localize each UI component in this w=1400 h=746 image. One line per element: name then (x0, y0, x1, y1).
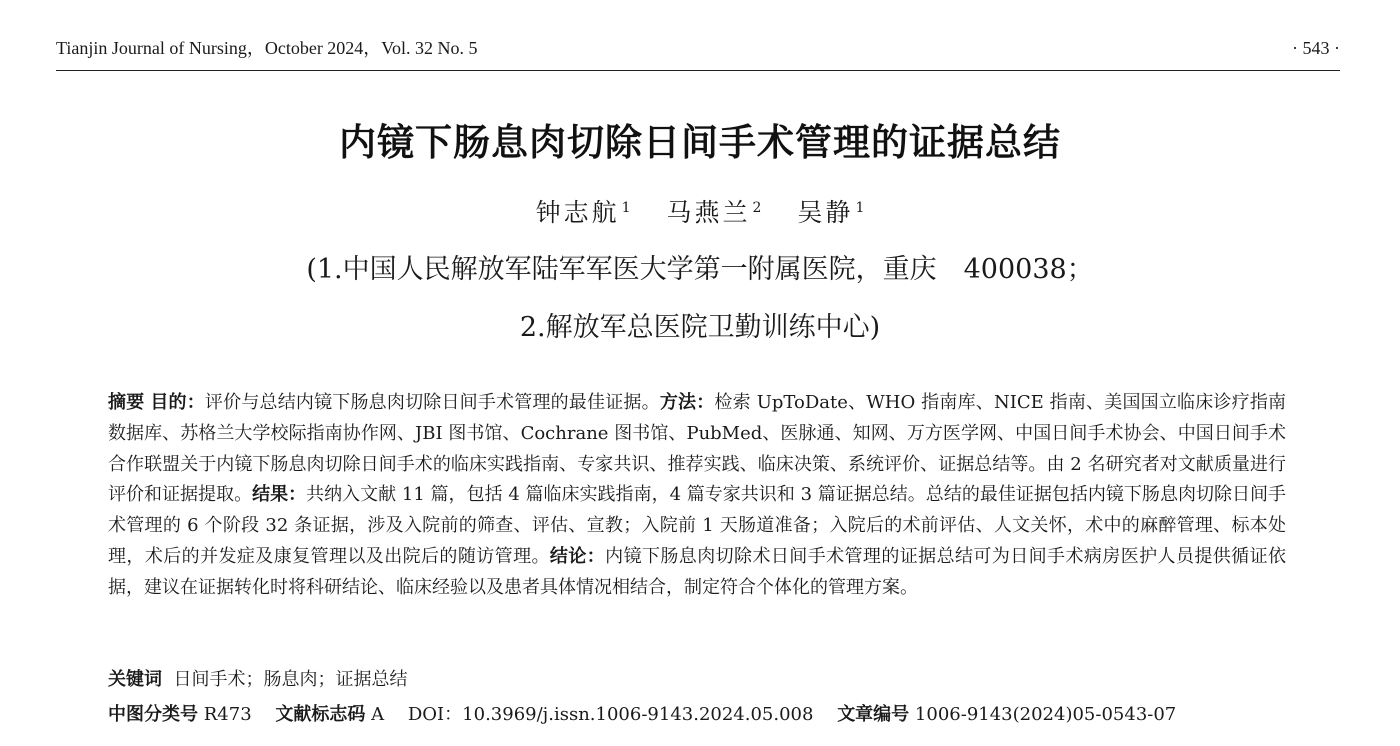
author-affiliation-mark: 1 (621, 200, 631, 216)
doi (408, 704, 814, 725)
author-name: 马燕兰 (666, 198, 751, 227)
document-code-label: 文献标志码 (275, 704, 366, 725)
author-name: 吴静 (797, 198, 854, 227)
document-code (275, 704, 384, 725)
author (536, 190, 631, 231)
article-number (837, 704, 1176, 725)
header-rule (56, 70, 1340, 71)
journal-citation: Tianjin Journal of Nursing，October 2024，Vol. 32 No. 5 (56, 38, 478, 58)
methods-label: 方法： (659, 392, 715, 413)
conclusion-label: 结论： (549, 545, 606, 567)
objective-text: 评价与总结内镜下肠息肉切除日间手术管理的最佳证据。 (204, 392, 660, 413)
author-affiliation-mark: 1 (855, 200, 865, 216)
results-text: 共纳入文献 11 篇，包括 4 篇临床实践指南，4 篇专家共识和 3 篇证据总结。总结的最佳证据包括内镜下肠息肉切除日间手术管理的 6 个阶段 32 条证据，涉及入院前的筛查、评估、宣教；入院前 1 天肠道准备；入院后的术前评估、人文关怀，术中的麻醉管理、标本处理，术后的并发症及康复管理以及出院后的随访管理。 (108, 484, 1287, 567)
classification-line (108, 702, 1194, 728)
article-title: 内镜下肠息肉切除日间手术管理的证据总结 (339, 121, 1061, 164)
clc-label: 中图分类号 (108, 704, 198, 725)
results-label: 结果： (252, 484, 307, 506)
doi-value: 10.3969/j.issn.1006-9143.2024.05.008 (462, 704, 814, 725)
objective-label: 目的： (150, 392, 205, 413)
running-head (56, 36, 1340, 68)
keywords-label: 关键词 (108, 669, 162, 690)
author-affiliation-mark: 2 (752, 200, 762, 216)
author (667, 190, 762, 231)
abstract (108, 388, 1286, 604)
abstract-label: 摘要 (108, 392, 145, 413)
clc-value: R473 (203, 704, 252, 725)
methods-text: 检索 UpToDate、WHO 指南库、NICE 指南、美国国立临床诊疗指南数据库、苏格兰大学校际指南协作网、JBI 图书馆、Cochrane 图书馆、PubMed、医脉通、知网、万方医学网、中国日间手术协会、中国日间手术合作联盟关于内镜下肠息肉切除日间手术的临床实践指南、专家共识、推荐实践、临床决策、系统评价、证据总结等。由 2 名研究者对文献质量进行评价和证据提取。 (108, 392, 1287, 506)
keywords-text: 日间手术；肠息肉；证据总结 (173, 669, 408, 690)
document-code-value: A (371, 704, 385, 725)
affiliation-line-2: 2.解放军总医院卫勤训练中心) (519, 312, 881, 343)
page-number: · 543 · (1292, 38, 1340, 58)
keywords (108, 667, 407, 693)
clc-number (108, 704, 252, 725)
conclusion-text: 内镜下肠息肉切除术日间手术管理的证据总结可为日间手术病房医护人员提供循证依据，建议在证据转化时将科研结论、临床经验以及患者具体情况相结合，制定符合个体化的管理方案。 (108, 545, 1287, 598)
article-number-value: 1006-9143(2024)05-0543-07 (914, 704, 1177, 725)
author-name: 钟志航 (535, 198, 620, 227)
affiliation-line-1: (1.中国人民解放军陆军军医大学第一附属医院，重庆 400038； (306, 254, 1094, 285)
doi-label: DOI： (407, 704, 463, 725)
article-number-label: 文章编号 (837, 704, 910, 725)
author (797, 190, 864, 231)
author-list (0, 190, 1400, 231)
